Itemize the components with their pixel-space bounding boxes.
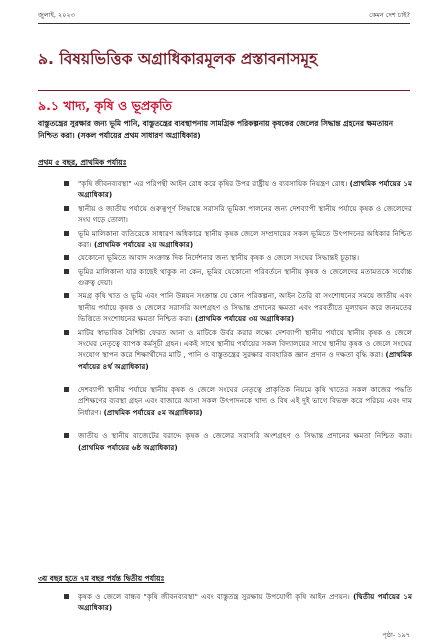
list-item [78,430,412,453]
item-text: "কৃষি জীবনব্যবস্থা" এর পরিপন্থী আইন রোধ করে কৃষির উপর রাষ্ট্রীয় ও ব্যবসায়িক নিয়ন্ত্রণ রোধ। [78,179,348,188]
section-title: ৯. বিষয়ভিত্তিক অগ্রাধিকারমূলক প্রস্তাবনাসমূহ [38,50,318,68]
priority-tag: (প্রাথমিক পর্যায়ের ৬ষ্ঠ অগ্রাধিকার) [78,442,178,452]
item-text: ভূমি মালিকানা ব্যতিরেকে সাধারণ অধিকারে স্থানীয় কৃষক জেলে সম্প্রদায়ের সকল ভূমিতে উৎপাদনের অধিকার নিশ্চিত করা। [78,228,412,249]
priority-tag: (প্রাথমিক পর্যায়ের ৫ম অগ্রাধিকার) [103,407,203,417]
header-title: কেমন দেশ চাই? [369,11,410,19]
title-divider [38,90,410,91]
bullet-icon [64,255,69,260]
item-text: যেকোনো ভূমিতে আবাদ সংক্রান্ত দিক নির্দেশনার জন্য স্থানীয় কৃষক ও জেলে সংঘের সিদ্ধান্তই চূড়ান্ত। [78,253,360,263]
item-text: স্থানীয় ও জাতীয় পর্যায়ে গুরুত্বপূর্ণ সিদ্ধান্তে সরাসরি ভূমিকা পালনের জন্য দেশব্যাপী স্থানীয় পর্যায়ে কৃষক ও জেলেদের সংঘ গড়ে তোলা। [78,203,412,225]
bullet-icon [64,206,69,211]
subsection-title: ৯.১ খাদ্য, কৃষি ও ভূপ্রকৃতি [38,98,172,113]
item-text: সমগ্র কৃষি খাত ও ভূমি এবং পানি উন্নয়ন সংক্রান্ত যে কোন পরিকল্পনা, আইন তৈরি বা সংশোধনের সময়ে জাতীয় এবং স্থানীয় পর্যায়ে কৃষক ও জেলের সরাসরি অংশগ্রহণ ও সিদ্ধান্ত প্রদানের ক্ষমতা এবং পরবর্তীতে মূল্যায়ন করে জনমতের ভিত্তিতে সংশোধনের ক্ষমতা নিশ্চিত করা। [78,291,412,324]
item-text: জাতীয় ও স্থানীয় বাজেটের বরাদ্দে কৃষক ও জেলের সরাসরি অংশগ্রহণ ও সিদ্ধান্ত প্রদানের ক্ষমতা নিশ্চিত করা। [78,431,412,441]
list-item [78,252,412,263]
bullet-icon [64,269,69,274]
bullet-icon [64,387,69,392]
item-text: কৃষক ও জেলে বান্ধব "কৃষি জীবনব্যবস্থা" এবং বাস্তুতন্ত্র সুরক্ষায় উপযোগী কৃষি আইন প্রণয়ন। [78,592,350,601]
priority-tag: (প্রাথমিক পর্যায়ের ১ম অগ্রাধিকার) [78,179,412,200]
bullet-icon [64,231,69,236]
priority-tag: (প্রাথমিক পর্যায়ের ৩য় অগ্রাধিকার) [194,314,295,324]
phase2-list [78,591,412,616]
bullet-icon [64,594,69,599]
bullet-icon [64,330,69,335]
intro-paragraph: বাস্তুতন্ত্রের সুরক্ষার জন্য ভূমি পানি, বাস্তুতন্ত্রের ব্যবস্থাপনায় সামগ্রিক পরিকল্পনায় কৃষকের জেলের সিদ্ধান্ত গ্রহনের ক্ষমতায়ন নিশ্চিত করা। (সকল পর্যায়ের প্রথম সাধারণ অগ্রাধিকার) [38,119,394,140]
item-text: দেশব্যাপী স্থানীয় পর্যায়ে স্থানীয় কৃষক ও জেলে সংঘের নেতৃত্বে প্রাকৃতিক নিয়মে কৃষি খাতের সকল কাজের পদ্ধতি প্রশিক্ষণের ব্যবস্থা গ্রহন এবং বাজারে আসা সকল উৎপাদনকে খাদ্য ও বিষ এই দুই ভাগে বিভক্ত করে পরিচয় এবং দাম নির্ধারণ। [78,385,412,417]
bullet-icon [64,433,69,438]
phase2-heading: ৩য় বছর হতে ৭ম বছর পর্যন্ত দ্বিতীয় পর্যায়ঃ [38,574,165,583]
header-date: জুলাই, ২০২৩ [38,11,75,19]
priority-tag: (প্রাথমিক পর্যায়ের ৪র্থ অগ্রাধিকার) [78,350,412,371]
item-text: মাটির স্বাভাবিক বৈশিষ্ট্য ফেরত আনা ও মাটিকে উর্বর করার লক্ষ্যে দেশব্যাপী স্থানীয় পর্যায়ে স্থানীয় কৃষক ও জেলে সংঘের নেতৃত্বে ব্যাপক কর্মসূচী গ্রহন। একই সাথে স্থানীয় পর্যায়ের সকল বিদ্যালয়ের সাথে স্থানীয় কৃষক ও জেলে সংঘের সংযোগ স্থাপন করে শিক্ষার্থীদের মাটি , পানি ও বাস্তুতন্ত্রের সুরক্ষার ব্যবহারিক জ্ঞান প্রদান ও দক্ষতা বৃদ্ধি করা। [78,327,412,360]
priority-tag: (প্রাথমিক পর্যায়ের ২য় অগ্রাধিকার) [93,239,194,249]
list-item [78,228,412,251]
header-divider [38,23,410,24]
list-item [78,290,412,324]
priority-tag: (দ্বিতীয় পর্যায়ের ১ম অগ্রাধিকার) [78,592,412,613]
list-item [78,178,412,201]
bullet-icon [64,293,69,298]
list-item [78,591,412,614]
bullet-icon [64,181,69,186]
list-item [78,203,412,226]
item-text: ভূমির মালিকানা যার কাছেই থাকুক না কেন, ভূমির যেকোনো পরিবর্তনে স্থানীয় কৃষক ও জেলেদের মতামতকে সর্বোচ্চ গুরুত্ব দেয়া। [78,266,412,287]
phase1-list [78,178,412,455]
phase1-heading: প্রথম ৫ বছর, প্রাথমিক পর্যায়ঃ [38,158,127,167]
list-item [78,266,412,289]
list-item [78,384,412,418]
list-item [78,327,412,373]
page-number: পৃষ্ঠা- ১৯৭ [382,631,410,639]
